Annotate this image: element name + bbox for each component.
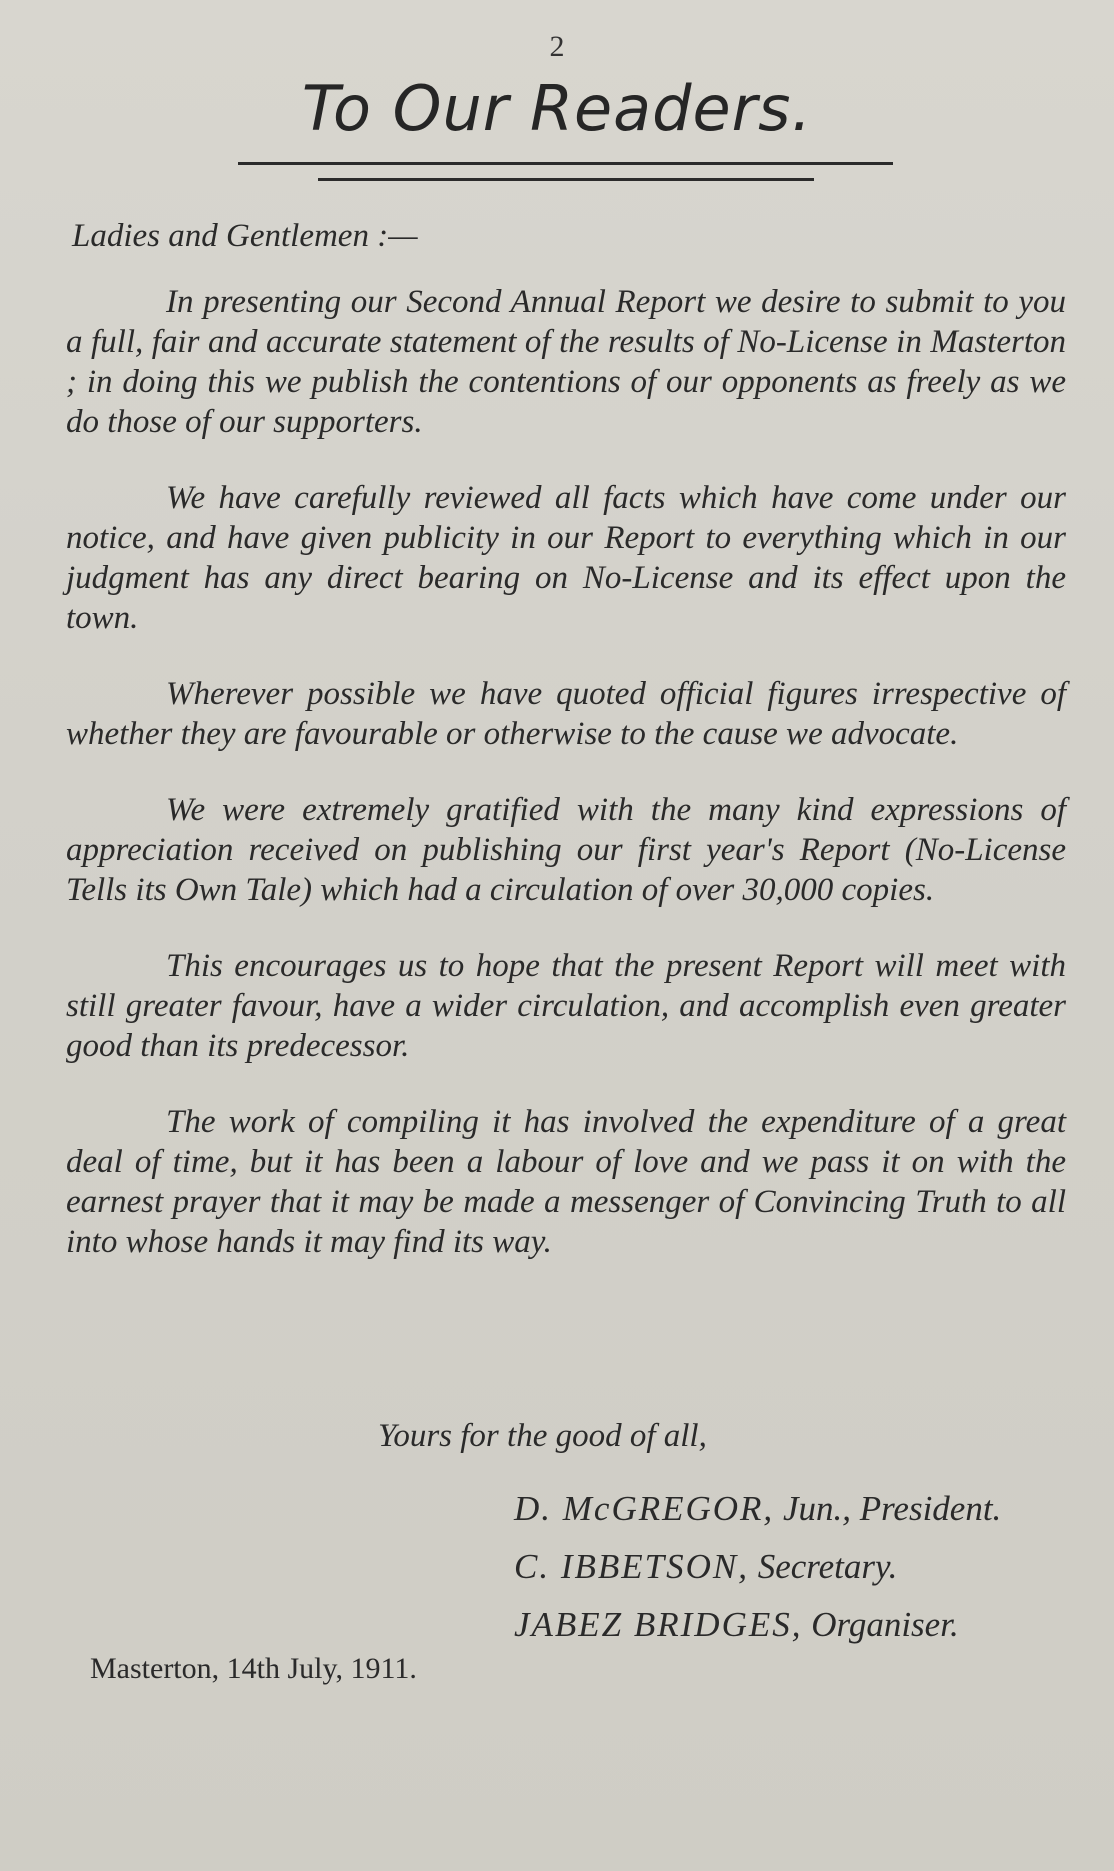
signatory-role: Secretary. <box>757 1547 898 1586</box>
signatory-list <box>514 1480 1001 1654</box>
page-number: 2 <box>549 30 565 63</box>
title-underline-bottom <box>318 178 814 181</box>
paragraph-4: We were extremely gratified with the many kind expressions of appreciation received on publishing our first year's Report (No-License Tells its Own Tale) which had a circulation of over 30,000 copies. <box>66 792 1066 908</box>
title-underline-top <box>238 162 893 165</box>
signatory-name: C. IBBETSON, <box>514 1547 749 1586</box>
signatory-name: D. McGREGOR, <box>514 1489 775 1528</box>
signatory-name: JABEZ BRIDGES, <box>514 1605 803 1644</box>
closing-line: Yours for the good of all, <box>378 1418 707 1454</box>
signatory-organiser <box>514 1596 1001 1654</box>
paragraph-1: In presenting our Second Annual Report we desire to submit to you a full, fair and accurate statement of the results of No-License in Masterton ; in doing this we publish the contentions of our opponents as freely as we do those of our supporters. <box>66 284 1066 440</box>
paragraph-5: This encourages us to hope that the present Report will meet with still greater favour, have a wider circulation, and accomplish even greater good than its predecessor. <box>66 948 1066 1064</box>
signatory-role: Organiser. <box>811 1605 959 1644</box>
paragraph-6: The work of compiling it has involved the expenditure of a great deal of time, but it has been a labour of love and we pass it on with the earnest prayer that it may be made a messenger of Convincing Truth to all into whose hands it may find its way. <box>66 1104 1066 1260</box>
paragraph-3: Wherever possible we have quoted official figures irrespective of whether they are favourable or otherwise to the cause we advocate. <box>66 676 1066 752</box>
letter-body <box>66 282 1066 1298</box>
salutation: Ladies and Gentlemen :— <box>72 218 418 254</box>
signatory-role: Jun., President. <box>782 1489 1002 1528</box>
signatory-president <box>514 1480 1001 1538</box>
page-title: To Our Readers. <box>301 72 813 145</box>
paragraph-2: We have carefully reviewed all facts which have come under our notice, and have given publicity in our Report to everything which in our judgment has any direct bearing on No-License and its effect upon the town. <box>66 480 1066 636</box>
place-and-date: Masterton, 14th July, 1911. <box>90 1652 417 1685</box>
signatory-secretary <box>514 1538 1001 1596</box>
